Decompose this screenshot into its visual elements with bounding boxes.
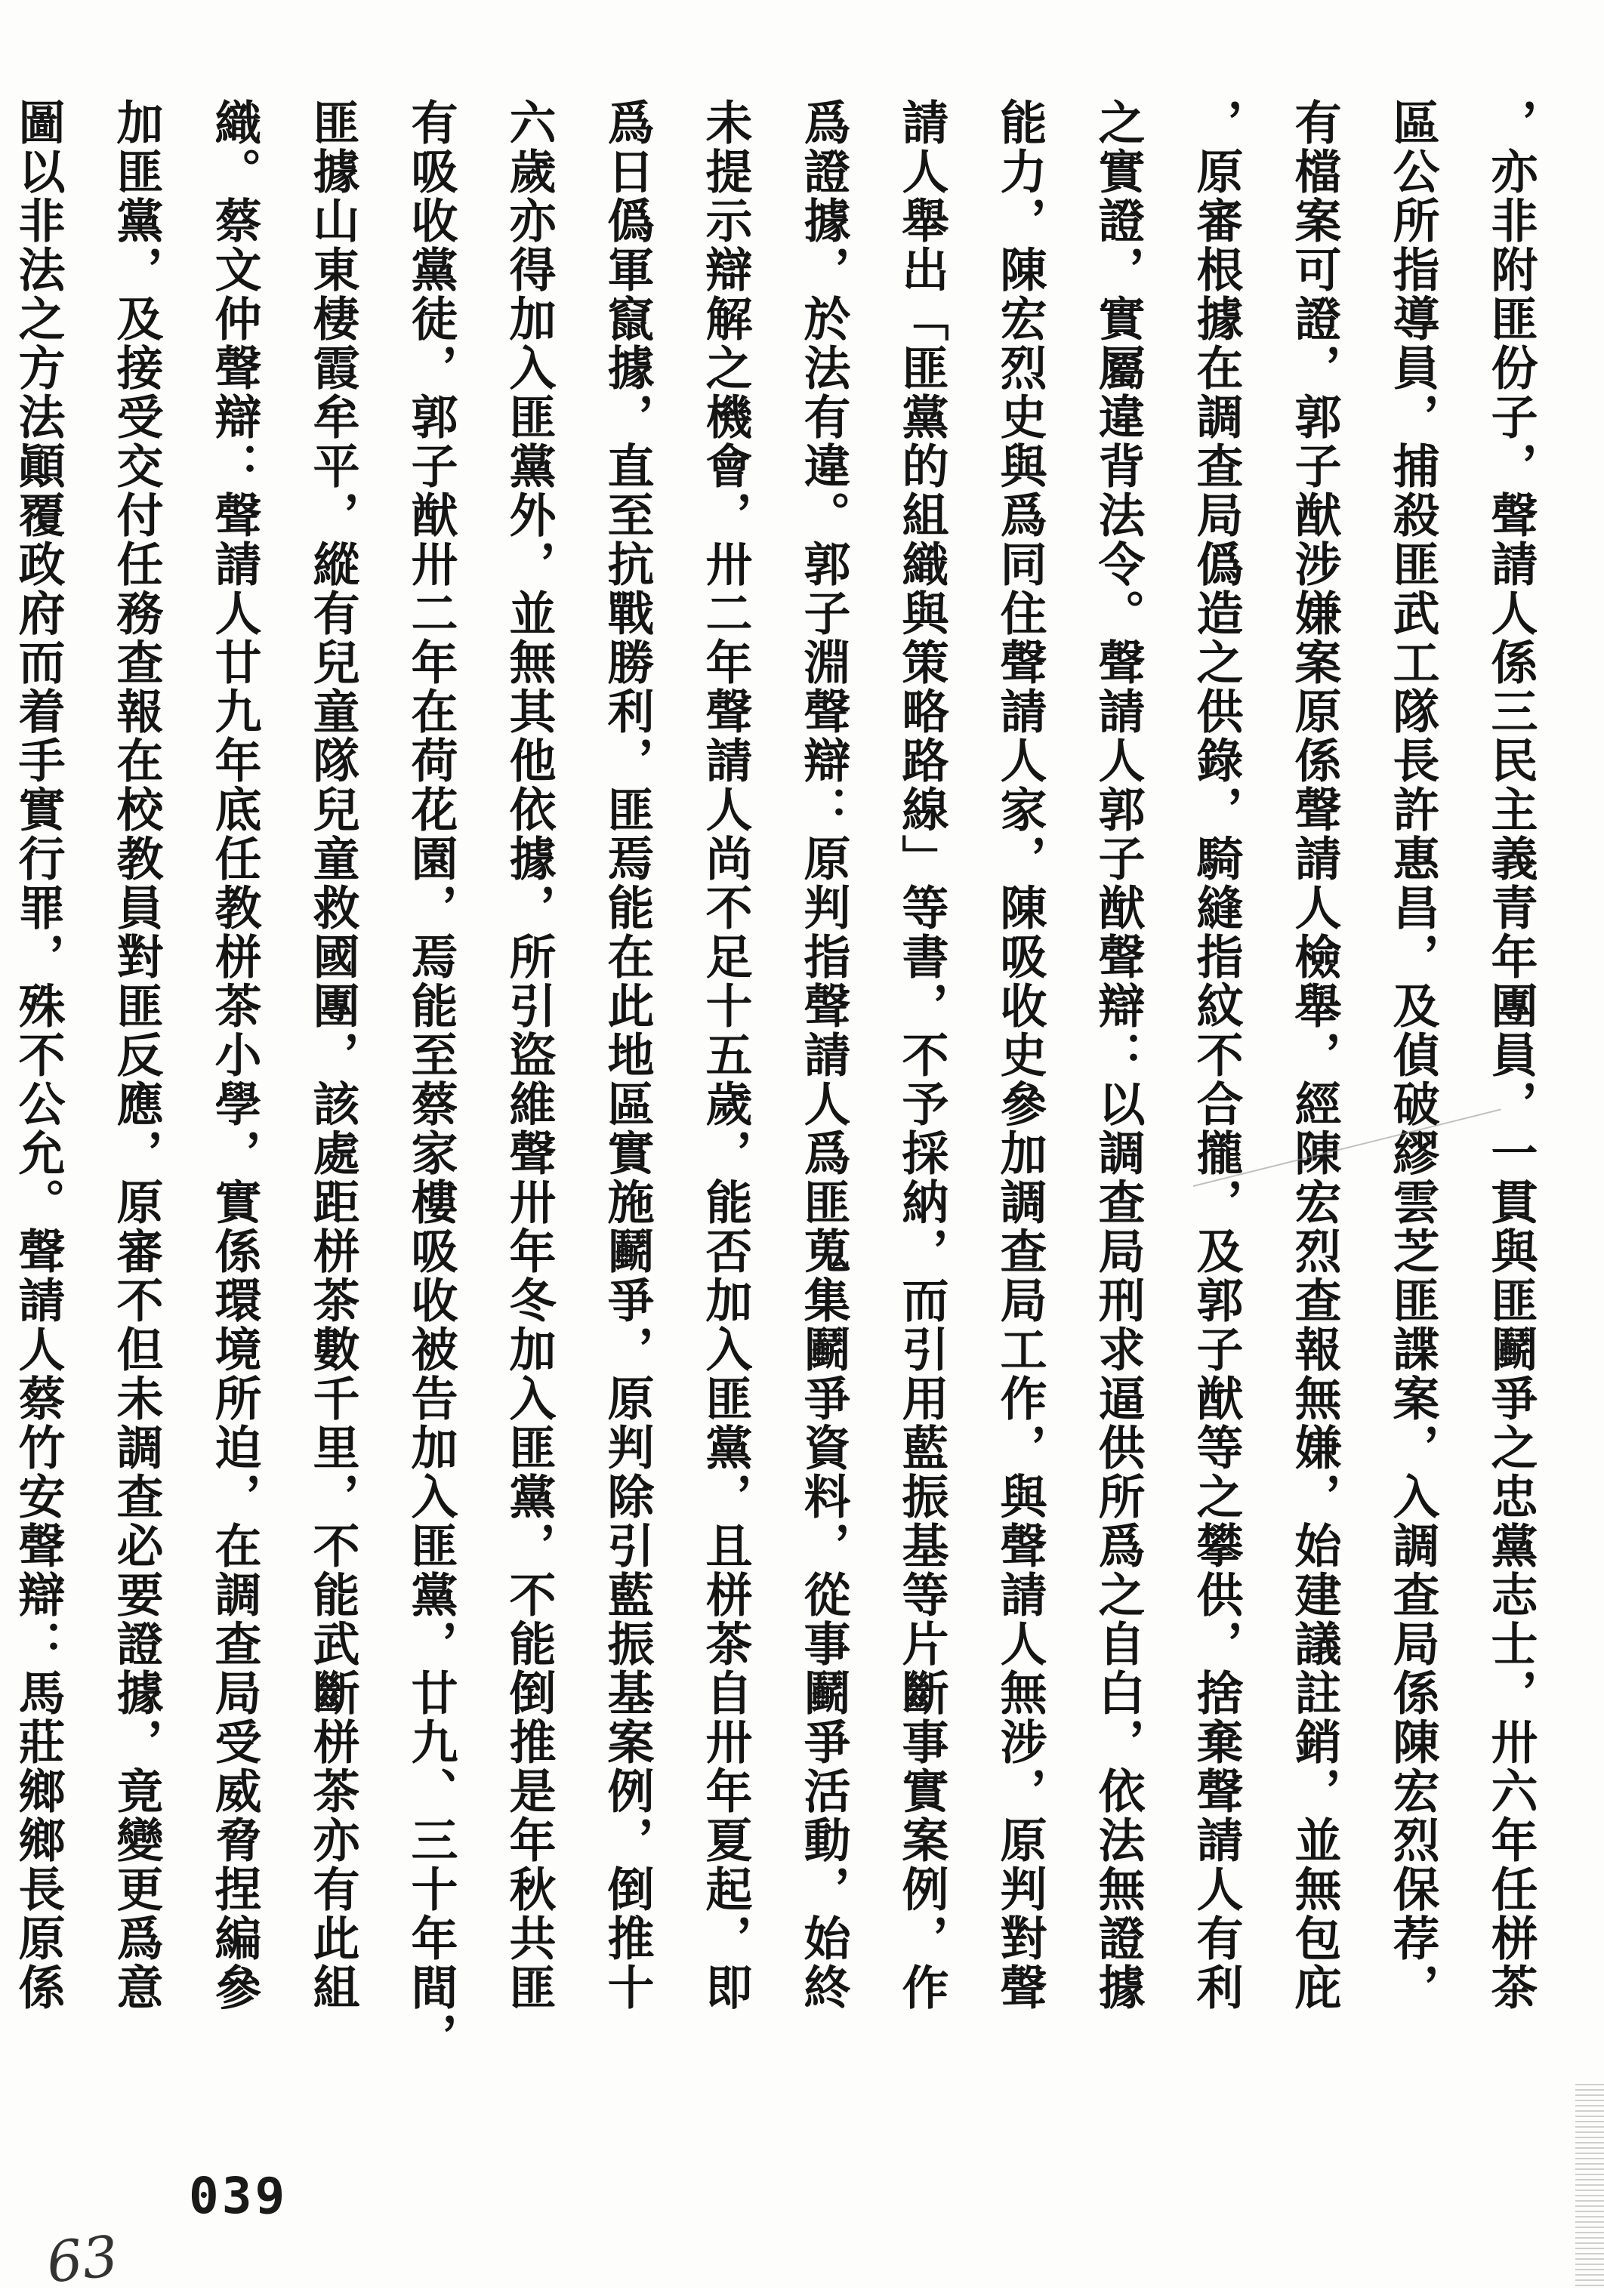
text-column: 有檔案可證，郭子猷涉嫌案原係聲請人檢舉，經陳宏烈查報無嫌，始建議註銷，並無包庇 — [1287, 98, 1342, 2012]
text-column: 未提示辯解之機會，卅二年聲請人尚不足十五歲，能否加入匪黨，且栟茶自卅年夏起，即 — [698, 98, 753, 2012]
text-column: 區公所指導員，捕殺匪武工隊長許惠昌，及偵破繆雲芝匪諜案，入調查局係陳宏烈保荐， — [1385, 98, 1440, 2012]
text-column: 能力，陳宏烈史與爲同住聲請人家，陳吸收史參加調查局工作，與聲請人無涉，原判對聲 — [992, 98, 1047, 2012]
text-column: ，亦非附匪份子，聲請人係三民主義青年團員，一貫與匪鬬爭之忠黨志士，卅六年任栟茶 — [1483, 98, 1538, 2012]
text-column: 匪據山東棲霞牟平，縱有兒童隊兒童救國團，該處距栟茶數千里，不能武斷栟茶亦有此組 — [305, 98, 360, 2012]
text-column: 之實證，實屬違背法令。聲請人郭子猷聲辯：以調查局刑求逼供所爲之自白，依法無證據 — [1090, 98, 1146, 2012]
scan-edge-artifact — [1575, 2084, 1604, 2288]
handwritten-page-mark: 63 — [43, 2224, 122, 2296]
text-column: 請人舉出「匪黨的組織與策略路線」等書，不予採納，而引用藍振基等片斷事實案例，作 — [894, 98, 949, 2012]
text-column: 爲證據，於法有違。郭子淵聲辯：原判指聲請人爲匪蒐集鬬爭資料，從事鬬爭活動，始終 — [796, 98, 851, 2012]
text-column: 加匪黨，及接受交付任務查報在校教員對匪反應，原審不但未調查必要證據，竟變更爲意 — [109, 98, 164, 2012]
text-column: 爲日僞軍竄據，直至抗戰勝利，匪焉能在此地區實施鬬爭，原判除引藍振基案例，倒推十 — [600, 98, 655, 2012]
text-column: 有吸收黨徒，郭子猷卅二年在荷花園，焉能至蔡家樓吸收被告加入匪黨，廿九、三十年間， — [403, 98, 458, 2061]
text-column: 圖以非法之方法顚覆政府而着手實行罪，殊不公允。聲請人蔡竹安聲辯：馬莊鄉鄉長原係 — [11, 98, 66, 2012]
text-column: 織。蔡文仲聲辯：聲請人廿九年底任教栟茶小學，實係環境所迫，在調查局受威脅捏編參 — [207, 98, 262, 2012]
text-column: 六歲亦得加入匪黨外，並無其他依據，所引盜維聲卅年冬加入匪黨，不能倒推是年秋共匪 — [501, 98, 557, 2012]
text-column: ，原審根據在調查局僞造之供錄，騎縫指紋不合攏，及郭子猷等之攀供，捨棄聲請人有利 — [1189, 98, 1244, 2012]
page-number: 039 — [189, 2167, 288, 2225]
vertical-text-block — [11, 98, 1559, 2137]
